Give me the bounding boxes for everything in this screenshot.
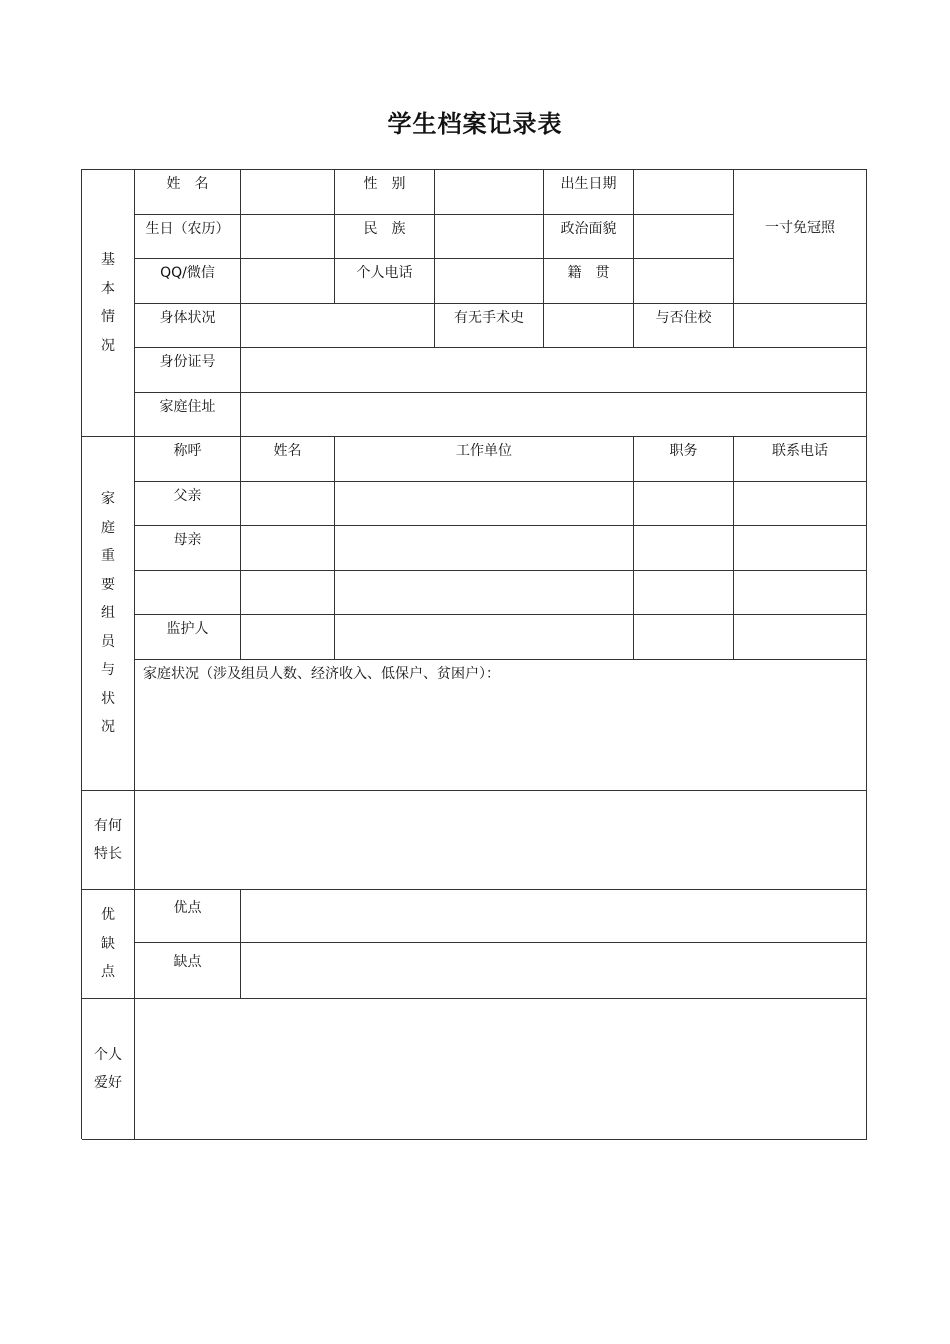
field-phone[interactable] xyxy=(435,259,544,304)
label-phone: 个人电话 xyxy=(335,259,435,304)
header-member-name: 姓名 xyxy=(241,437,335,482)
field-name[interactable] xyxy=(241,170,335,215)
field-birthday-lunar[interactable] xyxy=(241,215,335,259)
field-political-status[interactable] xyxy=(634,215,734,259)
page-title: 学生档案记录表 xyxy=(387,109,563,138)
label-address: 家庭住址 xyxy=(135,393,241,437)
field-health[interactable] xyxy=(241,304,435,348)
merits-section-text: 优缺点 xyxy=(101,907,115,981)
field-father-position[interactable] xyxy=(634,482,734,526)
merits-section-label xyxy=(82,890,135,999)
field-weaknesses[interactable] xyxy=(241,943,867,999)
header-workplace: 工作单位 xyxy=(335,437,634,482)
label-weaknesses: 缺点 xyxy=(135,943,241,999)
label-health: 身体状况 xyxy=(135,304,241,348)
field-surgery[interactable] xyxy=(544,304,634,348)
label-qq-wechat: QQ/微信 xyxy=(135,259,241,304)
label-boarding: 与否住校 xyxy=(634,304,734,348)
header-position: 职务 xyxy=(634,437,734,482)
field-blank-phone[interactable] xyxy=(734,571,867,615)
label-ethnicity: 民 族 xyxy=(335,215,435,259)
field-boarding[interactable] xyxy=(734,304,867,348)
field-native-place[interactable] xyxy=(634,259,734,304)
basic-section-label xyxy=(82,170,135,437)
field-birth-date[interactable] xyxy=(634,170,734,215)
hobbies-field[interactable] xyxy=(135,999,867,1140)
header-relation: 称呼 xyxy=(135,437,241,482)
field-guardian-name[interactable] xyxy=(241,615,335,660)
field-guardian-workplace[interactable] xyxy=(335,615,634,660)
field-mother-name[interactable] xyxy=(241,526,335,571)
field-blank-workplace[interactable] xyxy=(335,571,634,615)
field-mother-workplace[interactable] xyxy=(335,526,634,571)
field-address[interactable] xyxy=(241,393,867,437)
field-blank-position[interactable] xyxy=(634,571,734,615)
photo-box[interactable] xyxy=(734,170,867,304)
header-contact-phone: 联系电话 xyxy=(734,437,867,482)
row-mother-label: 母亲 xyxy=(135,526,241,571)
family-situation-field[interactable] xyxy=(135,660,867,791)
photo-label: 一寸免冠照 xyxy=(765,220,835,236)
label-birth-date: 出生日期 xyxy=(544,170,634,215)
label-surgery: 有无手术史 xyxy=(435,304,544,348)
label-birthday-lunar: 生日（农历） xyxy=(135,215,241,259)
row-blank-label[interactable] xyxy=(135,571,241,615)
field-mother-phone[interactable] xyxy=(734,526,867,571)
family-section-text: 家庭重要组员与状况 xyxy=(101,491,115,736)
row-guardian-label: 监护人 xyxy=(135,615,241,660)
field-father-phone[interactable] xyxy=(734,482,867,526)
row-father-label: 父亲 xyxy=(135,482,241,526)
label-political-status: 政治面貌 xyxy=(544,215,634,259)
talent-label xyxy=(82,791,135,890)
hobbies-text: 个人 爱好 xyxy=(94,1046,122,1091)
label-strengths: 优点 xyxy=(135,890,241,943)
field-blank-name[interactable] xyxy=(241,571,335,615)
field-gender[interactable] xyxy=(435,170,544,215)
field-father-workplace[interactable] xyxy=(335,482,634,526)
field-guardian-position[interactable] xyxy=(634,615,734,660)
family-section-label xyxy=(82,437,135,791)
field-father-name[interactable] xyxy=(241,482,335,526)
field-ethnicity[interactable] xyxy=(435,215,544,259)
field-qq-wechat[interactable] xyxy=(241,259,335,304)
talent-field[interactable] xyxy=(135,791,867,890)
label-gender: 性 别 xyxy=(335,170,435,215)
label-name: 姓 名 xyxy=(135,170,241,215)
label-native-place: 籍 贯 xyxy=(544,259,634,304)
hobbies-label xyxy=(82,999,135,1140)
basic-section-text: 基本情况 xyxy=(101,252,115,354)
field-id-number[interactable] xyxy=(241,348,867,393)
field-mother-position[interactable] xyxy=(634,526,734,571)
family-situation-label: 家庭状况（涉及组员人数、经济收入、低保户、贫困户）： xyxy=(143,666,500,682)
talent-text: 有何 特长 xyxy=(94,817,122,862)
field-guardian-phone[interactable] xyxy=(734,615,867,660)
field-strengths[interactable] xyxy=(241,890,867,943)
label-id-number: 身份证号 xyxy=(135,348,241,393)
